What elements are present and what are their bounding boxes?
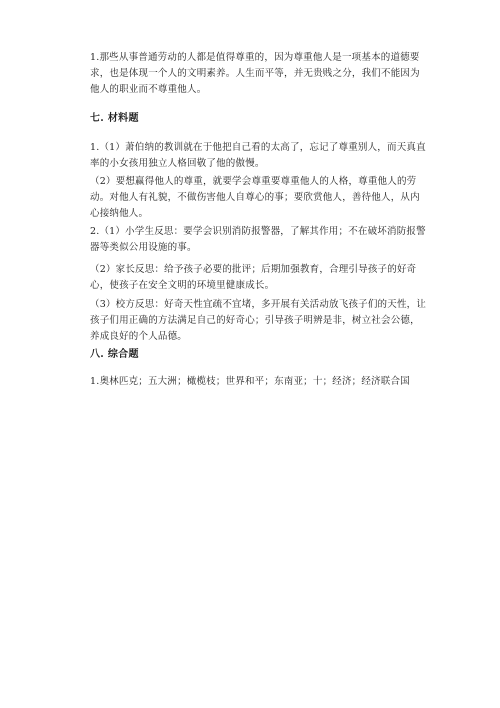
material-2-part-3-line-3: 养成良好的个人品德。 xyxy=(90,331,188,342)
material-1-part-2 xyxy=(90,174,420,222)
material-1-part-2-line-2: 动。对他人有礼貌，不做伤害他人自尊心的事；要欣赏他人，善待他人，从内 xyxy=(90,192,420,203)
answer-q1 xyxy=(90,50,420,98)
section-8-heading: 八. 综合题 xyxy=(90,349,139,360)
material-1-part-2-line-1: （2）要想赢得他人的尊重，就要学会尊重要尊重他人的人格，尊重他人的劳 xyxy=(90,176,417,187)
material-2-part-3 xyxy=(90,297,427,345)
material-1-part-1-line-2: 率的小女孩用独立人格回敬了他的傲慢。 xyxy=(90,158,265,169)
material-1-part-2-line-3: 心接纳他人。 xyxy=(90,208,149,219)
material-2-part-1-line-2: 器等类似公用设施的事。 xyxy=(90,242,197,253)
material-2-part-1 xyxy=(90,224,426,256)
comprehensive-1 xyxy=(90,374,420,390)
answer-q1-line-2: 求，也是体现一个人的文明素养。人生而平等，并无贵贱之分，我们不能因为 xyxy=(90,68,420,79)
material-2-part-3-line-1: （3）校方反思：好奇天性宜疏不宜堵，多开展有关活动放飞孩子们的天性，让 xyxy=(90,299,427,310)
material-2-part-2 xyxy=(90,262,420,294)
material-1-part-1 xyxy=(90,140,426,172)
material-2-part-3-line-2: 孩子们用正确的方法满足自己的好奇心；引导孩子明辨是非，树立社会公德， xyxy=(90,315,420,326)
material-2-part-2-line-2: 心，使孩子在安全文明的环境里健康成长。 xyxy=(90,280,275,291)
answer-q1-line-1: 1.那些从事普通劳动的人都是值得尊重的，因为尊重他人是一项基本的道德要 xyxy=(90,52,420,63)
material-2-part-1-line-1: 2.（1）小学生反思：要学会识别消防报警器，了解其作用；不在破坏消防报警 xyxy=(90,226,426,237)
comprehensive-1-line-1: 1.奥林匹克；五大洲；橄榄枝；世界和平；东南亚；十；经济；经济联合国 xyxy=(90,376,410,387)
answer-q1-line-3: 他人的职业而不尊重他人。 xyxy=(90,84,207,95)
material-2-part-2-line-1: （2）家长反思：给予孩子必要的批评；后期加强教育，合理引导孩子的好奇 xyxy=(90,264,417,275)
material-1-part-1-line-1: 1.（1）萧伯纳的教训就在于他把自己看的太高了，忘记了尊重别人，而天真直 xyxy=(90,142,426,153)
section-7-heading: 七. 材料题 xyxy=(90,113,139,124)
